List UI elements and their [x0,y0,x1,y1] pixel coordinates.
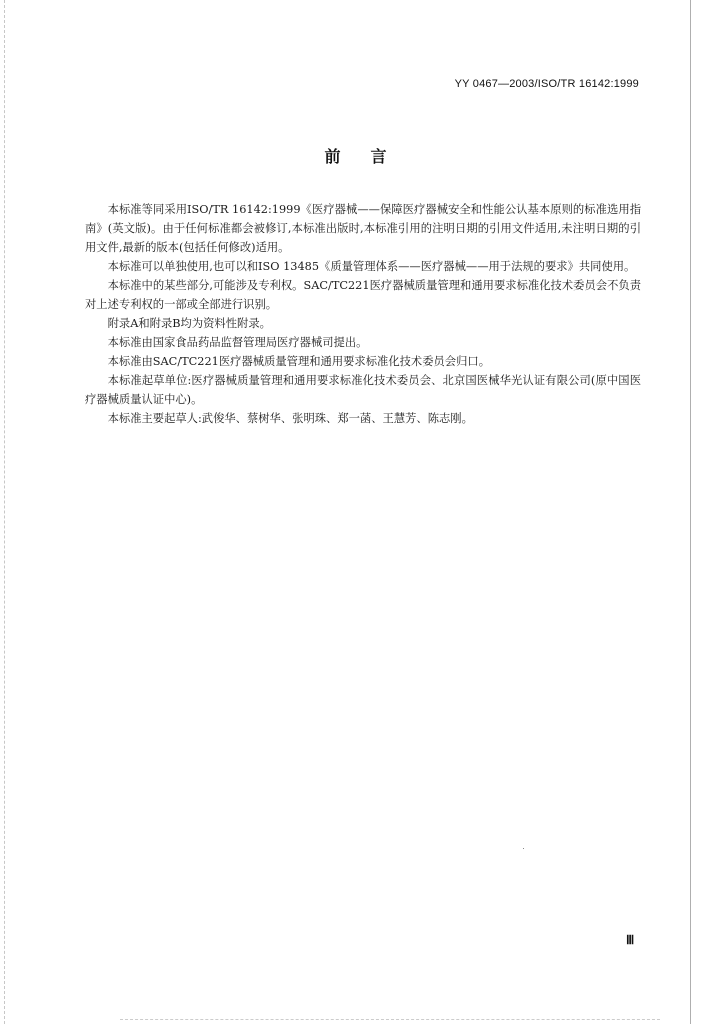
paragraph-annex: 附录A和附录B均为资料性附录。 [107,317,271,330]
page-number: Ⅲ [626,933,635,947]
paragraph-patent: 本标准中的某些部分,可能涉及专利权。SAC/TC221医疗器械质量管理和通用要求标准化技术委员会不负责对上述专利权的一部或全部进行识别。 [85,279,641,311]
paragraph-drafting-org: 本标准起草单位:医疗器械质量管理和通用要求标准化技术委员会、北京国医械华光认证有限公司(原中国医疗器械质量认证中心)。 [85,374,641,406]
scan-edge-bottom [120,1019,660,1020]
foreword-title: 前言 [324,147,417,166]
foreword-body [85,200,641,428]
document-code: YY 0467—2003/ISO/TR 16142:1999 [454,78,639,90]
scan-speck [523,848,524,849]
paragraph-adoption: 本标准等同采用ISO/TR 16142:1999《医疗器械——保障医疗器械安全和性能公认基本原则的标准选用指南》(英文版)。由于任何标准都会被修订,本标准出版时,本标准引用的注明日期的引用文件适用,未注明日期的引用文件,最新的版本(包括任何修改)适用。 [85,203,641,254]
paragraph-usage: 本标准可以单独使用,也可以和ISO 13485《质量管理体系——医疗器械——用于法规的要求》共同使用。 [107,260,636,273]
paragraph-proposed-by: 本标准由国家食品药品监督管理局医疗器械司提出。 [107,336,368,349]
paragraph-centralized-by: 本标准由SAC/TC221医疗器械质量管理和通用要求标准化技术委员会归口。 [107,355,490,368]
paragraph-drafters: 本标准主要起草人:武俊华、蔡树华、张明珠、郑一菡、王慧芳、陈志刚。 [107,412,473,425]
